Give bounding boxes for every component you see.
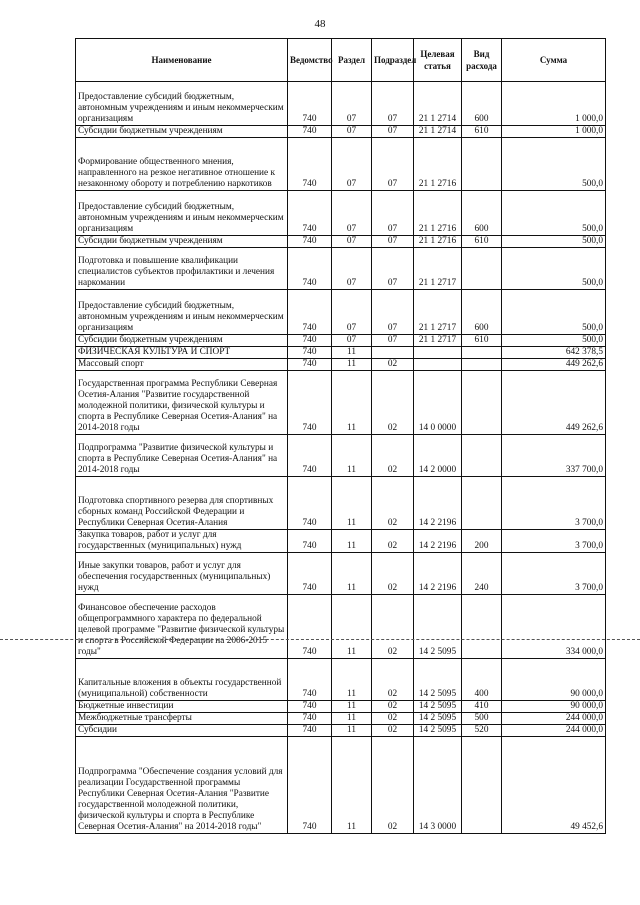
row-section: 11 [332,701,372,713]
row-sum: 3 700,0 [502,553,606,595]
table-row [76,191,606,236]
row-department: 740 [288,595,332,659]
row-target-item [414,347,462,359]
table-row [76,335,606,347]
row-section: 11 [332,359,372,371]
row-section: 07 [332,248,372,290]
row-section: 11 [332,659,372,701]
budget-table [75,38,606,834]
row-subsection: 02 [372,477,414,530]
row-name: Массовый спорт [76,359,288,371]
row-target-item: 14 3 0000 [414,737,462,834]
row-expense-type: 410 [462,701,502,713]
row-expense-type: 240 [462,553,502,595]
row-target-item: 21 1 2714 [414,82,462,126]
row-expense-type: 610 [462,236,502,248]
row-subsection: 07 [372,126,414,138]
row-department: 740 [288,236,332,248]
row-subsection: 07 [372,236,414,248]
row-department: 740 [288,477,332,530]
row-subsection: 07 [372,138,414,191]
row-name: Бюджетные инвестиции [76,701,288,713]
row-sum: 90 000,0 [502,659,606,701]
header-section: Раздел [332,39,372,82]
row-name: Финансовое обеспечение расходов общепрограммного характера по федеральной целевой программе "Развитие физической культуры и спорта в Российской Федерации на 2006-2015 годы" [76,595,288,659]
row-department: 740 [288,126,332,138]
table-row [76,248,606,290]
row-target-item: 14 2 2196 [414,553,462,595]
row-expense-type [462,138,502,191]
row-department: 740 [288,530,332,553]
row-subsection: 02 [372,435,414,477]
row-expense-type: 600 [462,82,502,126]
row-name: Субсидии [76,725,288,737]
row-name: Капитальные вложения в объекты государственной (муниципальной) собственности [76,659,288,701]
row-department: 740 [288,248,332,290]
row-department: 740 [288,347,332,359]
row-expense-type [462,737,502,834]
row-expense-type: 200 [462,530,502,553]
row-sum: 500,0 [502,236,606,248]
table-row [76,553,606,595]
row-subsection: 02 [372,737,414,834]
row-target-item: 21 1 2716 [414,191,462,236]
row-expense-type [462,248,502,290]
row-sum: 500,0 [502,138,606,191]
row-department: 740 [288,290,332,335]
row-sum: 500,0 [502,335,606,347]
row-expense-type: 610 [462,126,502,138]
row-name: Субсидии бюджетным учреждениям [76,335,288,347]
row-target-item: 14 2 5095 [414,595,462,659]
row-name: Закупка товаров, работ и услуг для государственных (муниципальных) нужд [76,530,288,553]
row-section: 11 [332,595,372,659]
row-name: Предоставление субсидий бюджетным, автономным учреждениям и иным некоммерческим организациям [76,290,288,335]
row-subsection: 02 [372,701,414,713]
row-expense-type: 520 [462,725,502,737]
row-sum: 500,0 [502,248,606,290]
row-sum: 90 000,0 [502,701,606,713]
table-header-row [76,39,606,82]
row-department: 740 [288,659,332,701]
row-subsection: 02 [372,371,414,435]
row-sum: 449 262,6 [502,371,606,435]
row-target-item: 14 2 0000 [414,435,462,477]
row-target-item: 21 1 2716 [414,138,462,191]
row-section: 07 [332,290,372,335]
row-subsection: 07 [372,82,414,126]
row-expense-type [462,435,502,477]
row-sum: 1 000,0 [502,126,606,138]
header-name: Наименование [76,39,288,82]
table-row [76,725,606,737]
row-target-item: 14 2 5095 [414,701,462,713]
table-row [76,236,606,248]
table-row [76,138,606,191]
row-subsection: 07 [372,335,414,347]
row-section: 11 [332,725,372,737]
row-sum: 449 262,6 [502,359,606,371]
row-name: Иные закупки товаров, работ и услуг для обеспечения государственных (муниципальных) нужд [76,553,288,595]
row-sum: 334 000,0 [502,595,606,659]
row-section: 11 [332,713,372,725]
row-subsection: 07 [372,248,414,290]
row-department: 740 [288,371,332,435]
row-target-item: 21 1 2717 [414,335,462,347]
header-expense-type: Вид расхода [462,39,502,82]
row-expense-type [462,359,502,371]
row-name: Подпрограмма "Обеспечение создания условий для реализации Государственной программы Республики Северная Осетия-Алания "Развитие государственной молодежной политики, физической культуры и спорта в Республике Северная Осетия-Алания" на 2014-2018 годы" [76,737,288,834]
row-name: Формирование общественного мнения, направленного на резкое негативное отношение к незаконному обороту и потреблению наркотиков [76,138,288,191]
fold-line [0,639,640,640]
table-row [76,477,606,530]
row-expense-type: 400 [462,659,502,701]
row-subsection: 07 [372,191,414,236]
row-section: 07 [332,138,372,191]
row-sum: 49 452,6 [502,737,606,834]
row-expense-type [462,371,502,435]
row-expense-type: 600 [462,191,502,236]
table-row [76,701,606,713]
table-row [76,371,606,435]
row-name: Межбюджетные трансферты [76,713,288,725]
table-row [76,530,606,553]
row-sum: 3 700,0 [502,477,606,530]
row-section: 07 [332,236,372,248]
row-name: Субсидии бюджетным учреждениям [76,126,288,138]
row-sum: 1 000,0 [502,82,606,126]
row-sum: 500,0 [502,290,606,335]
row-expense-type: 610 [462,335,502,347]
table-row [76,713,606,725]
row-department: 740 [288,701,332,713]
row-sum: 642 378,5 [502,347,606,359]
table-row [76,659,606,701]
row-section: 11 [332,530,372,553]
row-target-item: 21 1 2714 [414,126,462,138]
row-subsection: 02 [372,659,414,701]
table-row [76,737,606,834]
row-section: 11 [332,477,372,530]
row-expense-type: 600 [462,290,502,335]
row-section: 11 [332,737,372,834]
header-department: Ведомство [288,39,332,82]
row-target-item: 14 2 2196 [414,530,462,553]
table-row [76,126,606,138]
row-expense-type [462,477,502,530]
row-target-item: 14 2 2196 [414,477,462,530]
row-name: Предоставление субсидий бюджетным, автономным учреждениям и иным некоммерческим организациям [76,82,288,126]
header-sum: Сумма [502,39,606,82]
row-subsection: 02 [372,359,414,371]
page-number: 48 [314,18,326,30]
row-section: 07 [332,82,372,126]
row-section: 11 [332,435,372,477]
table-row [76,595,606,659]
row-expense-type [462,347,502,359]
row-sum: 3 700,0 [502,530,606,553]
table-row [76,435,606,477]
row-department: 740 [288,138,332,191]
table-row [76,290,606,335]
header-target-item: Целевая статья [414,39,462,82]
row-name: Подготовка и повышение квалификации специалистов субъектов профилактики и лечения наркомании [76,248,288,290]
row-department: 740 [288,359,332,371]
row-section: 11 [332,553,372,595]
row-name: Государственная программа Республики Северная Осетия-Алания "Развитие государственной молодежной политики, физической культуры и спорта в Республике Северная Осетия-Алания" на 2014-2018 годы [76,371,288,435]
row-department: 740 [288,553,332,595]
table-row [76,82,606,126]
row-subsection [372,347,414,359]
row-section: 07 [332,335,372,347]
row-target-item: 21 1 2717 [414,248,462,290]
row-target-item: 21 1 2716 [414,236,462,248]
row-expense-type [462,595,502,659]
row-department: 740 [288,82,332,126]
row-expense-type: 500 [462,713,502,725]
row-subsection: 02 [372,553,414,595]
row-subsection: 07 [372,290,414,335]
row-section: 11 [332,347,372,359]
row-subsection: 02 [372,530,414,553]
row-name: Субсидии бюджетным учреждениям [76,236,288,248]
row-department: 740 [288,713,332,725]
row-name: ФИЗИЧЕСКАЯ КУЛЬТУРА И СПОРТ [76,347,288,359]
row-target-item: 21 1 2717 [414,290,462,335]
row-target-item: 14 2 5095 [414,713,462,725]
table-row [76,347,606,359]
row-subsection: 02 [372,595,414,659]
row-target-item: 14 2 5095 [414,659,462,701]
row-section: 07 [332,126,372,138]
row-name: Подготовка спортивного резерва для спортивных сборных команд Российской Федерации и Республики Северная Осетия-Алания [76,477,288,530]
row-sum: 244 000,0 [502,725,606,737]
row-section: 07 [332,191,372,236]
row-sum: 244 000,0 [502,713,606,725]
header-subsection: Подраздел [372,39,414,82]
row-target-item: 14 2 5095 [414,725,462,737]
row-name: Предоставление субсидий бюджетным, автономным учреждениям и иным некоммерческим организациям [76,191,288,236]
row-department: 740 [288,725,332,737]
row-section: 11 [332,371,372,435]
row-sum: 500,0 [502,191,606,236]
row-target-item: 14 0 0000 [414,371,462,435]
table-row [76,359,606,371]
row-subsection: 02 [372,725,414,737]
row-sum: 337 700,0 [502,435,606,477]
row-name: Подпрограмма "Развитие физической культуры и спорта в Республике Северная Осетия-Алания" на 2014-2018 годы [76,435,288,477]
row-subsection: 02 [372,713,414,725]
row-department: 740 [288,191,332,236]
row-target-item [414,359,462,371]
row-department: 740 [288,737,332,834]
row-department: 740 [288,335,332,347]
row-department: 740 [288,435,332,477]
